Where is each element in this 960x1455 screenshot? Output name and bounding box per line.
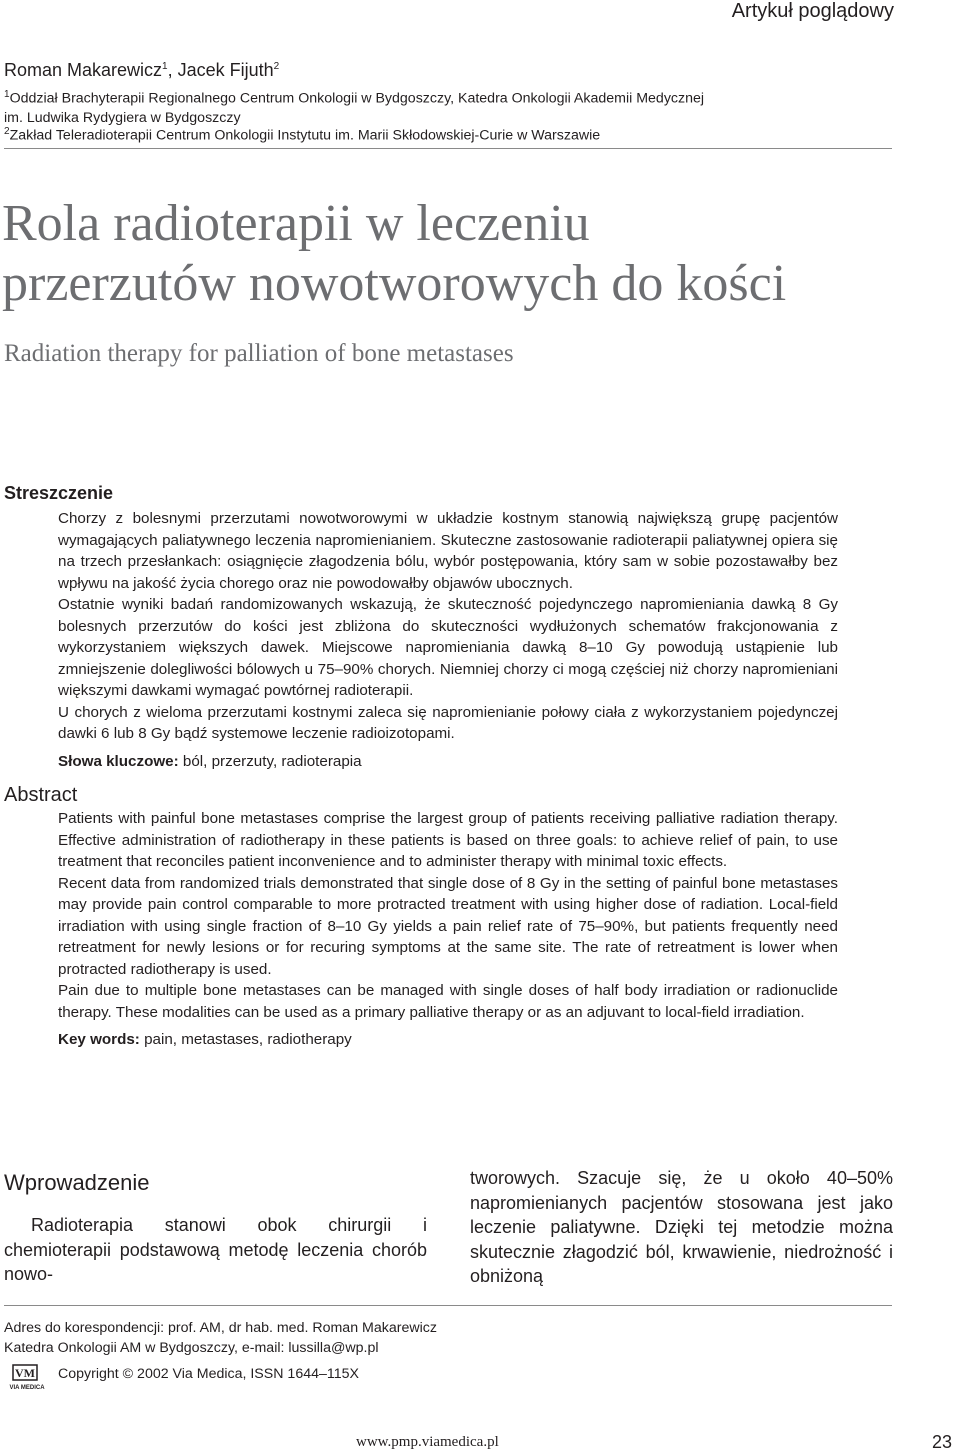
abstract-paragraph: Patients with painful bone metastases comprise the largest group of patients receiving palliative radiation therapy. Effective administration of radiotherapy in these patients is based on three goals: to achieve relief of pain, to use treatment that reconciles patient inconvenience and to administer therapy with minimal toxic effects.: [58, 810, 838, 870]
page-number: 23: [932, 1432, 953, 1452]
copyright-notice: Copyright © 2002 Via Medica, ISSN 1644–115X: [58, 1366, 359, 1382]
affiliation-line: im. Ludwika Rydygiera w Bydgoszczy: [4, 109, 241, 126]
affiliation-line: Zakład Teleradioterapii Centrum Onkologii Instytutu im. Marii Skłodowskiej-Curie w Warszawie: [9, 127, 601, 144]
article-title: [2, 194, 786, 314]
keywords-label: Key words:: [58, 1031, 140, 1048]
body-column-left: Radioterapia stanowi obok chirurgii i chemioterapii podstawową metodę leczenia chorób nowo-: [4, 1215, 427, 1284]
correspondence-email: Katedra Onkologii AM w Bydgoszczy, e-mail: lussilla@wp.pl: [4, 1340, 379, 1356]
author-affiliation-marker: 2: [273, 61, 280, 72]
via-medica-logo-icon: [4, 1364, 50, 1392]
article-subtitle: Radiation therapy for palliation of bone metastases: [4, 340, 514, 367]
abstract-paragraph: Ostatnie wyniki badań randomizowanych wskazują, że skuteczność pojedynczego napromieniania dawką 8 Gy bolesnych przerzutów do kości jest zbliżona do skuteczności wydłużonych schematów frakcjonowania z wykorzystaniem większych dawek. Miejscowe napromieniania dawką 8–10 Gy powodują ustąpienie lub zmniejszenie dolegliwości bólowych u 75–90% chorych. Niemniej chorzy ci mogą częściej niż chorzy napromieniani większymi dawkami wymagać powtórnej radioterapii.: [58, 596, 838, 699]
svg-text:VIA MEDICA: VIA MEDICA: [9, 1385, 45, 1391]
keywords-list: pain, metastases, radiotherapy: [139, 1031, 352, 1048]
affiliation-line: Oddział Brachyterapii Regionalnego Centrum Onkologii w Bydgoszczy, Katedra Onkologii Akademii Medycznej: [9, 90, 705, 107]
article-title-line: przerzutów nowotworowych do kości: [2, 255, 787, 312]
via-medica-logo: [4, 1364, 50, 1392]
author-list: [4, 60, 279, 81]
abstract-en-heading: Abstract: [4, 784, 78, 806]
abstract-paragraph: Recent data from randomized trials demonstrated that single dose of 8 Gy in the setting of painful bone metastases may provide pain control comparable to more protracted treatment with using higher dose of radiation. Local-field irradiation with using single fraction of 8–10 Gy yields a pain relief rate of 75–90%, but patients frequently need retreatment for newly lesions or for recuring symptoms at the same site. The rate of retreatment is lower when protracted radiotherapy is used.: [58, 874, 838, 978]
abstract-paragraph: Pain due to multiple bone metastases can be managed with single doses of half body irradiation or radionuclide therapy. These modalities can be used as a primary palliative therapy or as an adjuvant to local-field irradiation.: [58, 982, 838, 1021]
article-type-label: Artykuł poglądowy: [731, 0, 894, 22]
author-name: Jacek Fijuth: [177, 60, 274, 80]
keywords-en: [58, 1029, 838, 1051]
article-title-line: Rola radioterapii w leczeniu: [2, 195, 590, 252]
keywords-list: ból, przerzuty, radioterapia: [178, 752, 362, 770]
affiliation-marker: 1: [4, 89, 10, 100]
svg-text:VM: VM: [15, 1366, 35, 1380]
keywords-label: Słowa kluczowe:: [58, 752, 179, 770]
header-divider: [4, 148, 892, 149]
keywords-pl: [58, 751, 838, 773]
affiliation-marker: 2: [4, 126, 10, 137]
introduction-heading: Wprowadzenie: [4, 1170, 150, 1195]
abstract-en-body: [58, 808, 838, 1051]
author-separator: ,: [167, 60, 178, 80]
abstract-paragraph: Chorzy z bolesnymi przerzutami nowotworowymi w układzie kostnym stanowią największą grupę pacjentów wymagających paliatywnego leczenia napromienianiem. Skuteczne zastosowanie radioterapii paliatywnej opiera się na trzech przesłankach: osiągnięcie złagodzenia bólu, wybór postępowania, który sam w sobie pozostawałby bez wpływu na jakość życia chorego oraz nie powodowałby objawów ubocznych.: [58, 510, 838, 592]
author-name: Roman Makarewicz: [4, 60, 163, 80]
footer-divider: [4, 1305, 892, 1306]
abstract-paragraph: U chorych z wieloma przerzutami kostnymi zaleca się napromienianie połowy ciała z wykorzystaniem pojedynczej dawki 6 lub 8 Gy bądź systemowe leczenie radioizotopami.: [58, 703, 838, 742]
body-column-right: tworowych. Szacuje się, że u około 40–50% napromienianych pacjentów stosowana jest jako leczenie paliatywne. Dzięki tej metodzie można skutecznie złagodzić ból, krwawienie, niedrożność i obniżoną: [470, 1168, 893, 1286]
abstract-pl-body: [58, 508, 838, 772]
abstract-pl-heading: Streszczenie: [4, 483, 114, 503]
affiliation-2: [4, 122, 600, 146]
author-affiliation-marker: 1: [162, 61, 168, 72]
journal-url[interactable]: www.pmp.viamedica.pl: [356, 1434, 499, 1450]
correspondence-address: Adres do korespondencji: prof. AM, dr hab. med. Roman Makarewicz: [4, 1320, 437, 1336]
